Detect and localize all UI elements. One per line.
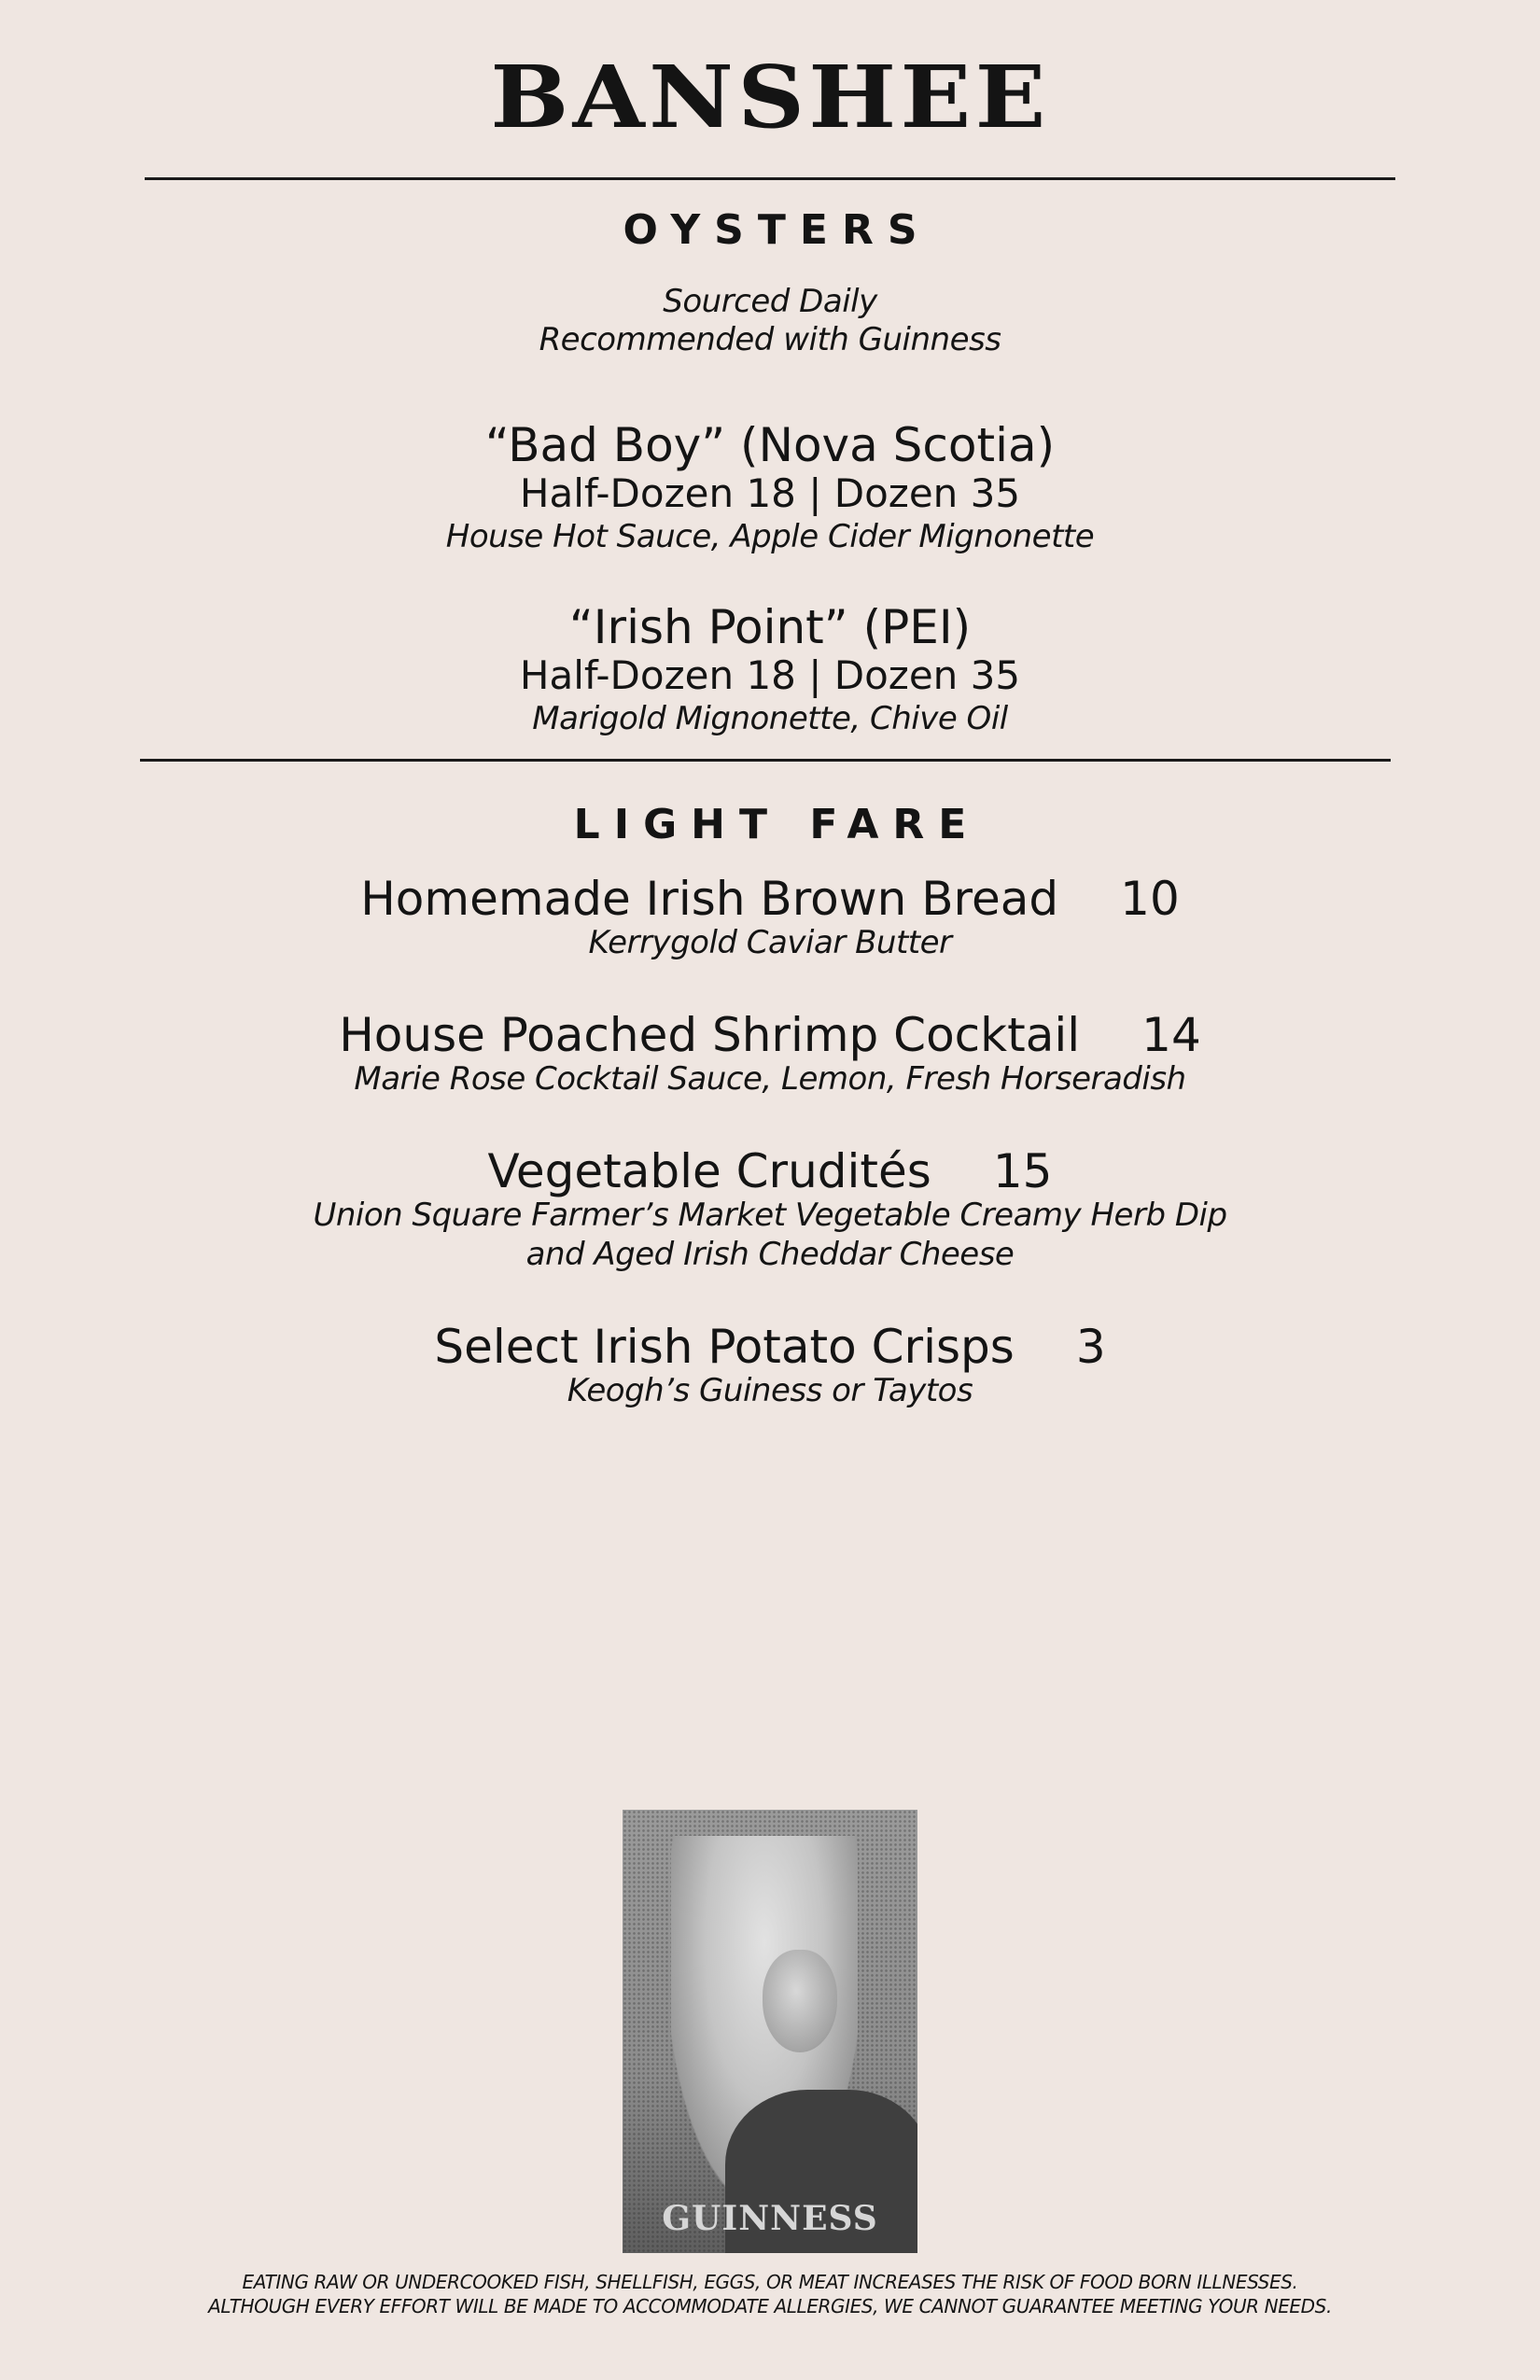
oyster-description-irish-point: Marigold Mignonette, Chive Oil [532, 700, 1008, 737]
menu-item-brown-bread [0, 872, 1540, 926]
oyster-prices-bad-boy: Half-Dozen 18 | Dozen 35 [519, 470, 1021, 516]
menu-item-shrimp-cocktail [0, 1008, 1540, 1062]
menu-item-potato-crisps [0, 1320, 1540, 1374]
menu-item-name: Vegetable Crudités [487, 1144, 931, 1198]
oyster-prices-irish-point: Half-Dozen 18 | Dozen 35 [519, 652, 1021, 698]
menu-item-price: 14 [1141, 1008, 1201, 1062]
guinness-poster-image [623, 1810, 917, 2253]
menu-item-description-line2: and Aged Irish Cheddar Cheese [525, 1236, 1015, 1273]
section-title-oysters: OYSTERS [623, 206, 931, 254]
divider-middle [140, 759, 1391, 762]
section-title-light-fare: LIGHT FARE [573, 801, 981, 848]
menu-item-description-line1: Union Square Farmer’s Market Vegetable Creamy Herb Dip [313, 1197, 1227, 1234]
menu-item-description: Marie Rose Cocktail Sauce, Lemon, Fresh Horseradish [354, 1060, 1186, 1098]
restaurant-logo: BANSHEE [490, 47, 1050, 147]
menu-item-description: Kerrygold Caviar Butter [588, 924, 952, 961]
menu-item-crudites [0, 1144, 1540, 1198]
disclaimer-line2: ALTHOUGH EVERY EFFORT WILL BE MADE TO ACCOMMODATE ALLERGIES, WE CANNOT GUARANTEE MEETING YOUR NEEDS. [208, 2295, 1332, 2317]
menu-item-name: Homemade Irish Brown Bread [360, 872, 1059, 926]
menu-item-price: 10 [1120, 872, 1180, 926]
disclaimer-line1: EATING RAW OR UNDERCOOKED FISH, SHELLFISH, EGGS, OR MEAT INCREASES THE RISK OF FOOD BORN ILLNESSES. [242, 2271, 1298, 2293]
menu-item-price: 3 [1075, 1320, 1106, 1374]
menu-item-description: Keogh’s Guiness or Taytos [567, 1372, 973, 1409]
menu-item-name: House Poached Shrimp Cocktail [339, 1008, 1081, 1062]
oyster-name-irish-point: “Irish Point” (PEI) [568, 600, 972, 654]
oysters-note-recommended: Recommended with Guinness [539, 321, 1001, 358]
menu-item-name: Select Irish Potato Crisps [434, 1320, 1015, 1374]
menu-item-price: 15 [992, 1144, 1053, 1198]
divider-top [145, 177, 1395, 180]
oyster-name-bad-boy: “Bad Boy” (Nova Scotia) [484, 418, 1056, 472]
oyster-description-bad-boy: House Hot Sauce, Apple Cider Mignonette [445, 518, 1095, 555]
oysters-note-sourced: Sourced Daily [663, 283, 877, 320]
poster-brand-text: GUINNESS [662, 2199, 878, 2238]
